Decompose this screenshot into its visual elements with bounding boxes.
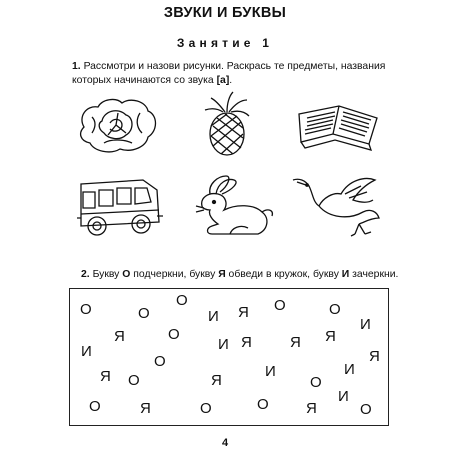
letter[interactable]: О (176, 292, 188, 309)
page-title: ЗВУКИ И БУКВЫ (163, 5, 287, 21)
task-2-text-2: подчеркни, букву (130, 269, 219, 280)
task-1-sound: [а] (216, 74, 230, 86)
letter[interactable]: И (218, 336, 229, 353)
task-1-instruction (72, 60, 402, 87)
letter[interactable]: О (154, 353, 166, 370)
page-number: 4 (221, 437, 229, 449)
task-2-text-3: обведи в кружок, букву (225, 269, 342, 280)
letter[interactable]: О (257, 396, 269, 413)
letter[interactable]: Я (114, 328, 125, 345)
letter[interactable]: О (138, 305, 150, 322)
lesson-heading: Занятие 1 (176, 36, 274, 50)
letter[interactable]: О (89, 398, 101, 415)
letter[interactable]: О (329, 301, 341, 318)
letters-box (69, 288, 389, 426)
task-1-period: . (229, 74, 233, 86)
letter[interactable]: И (265, 363, 276, 380)
letter[interactable]: О (310, 374, 322, 391)
letter[interactable]: И (360, 316, 371, 333)
letter[interactable]: И (208, 308, 219, 325)
hare-icon[interactable] (192, 172, 278, 238)
letter[interactable]: Я (238, 304, 249, 321)
letter[interactable]: Я (100, 368, 111, 385)
letter[interactable]: О (80, 301, 92, 318)
cabbage-icon[interactable] (74, 95, 160, 155)
letter[interactable]: Я (306, 400, 317, 417)
letter[interactable]: Я (369, 348, 380, 365)
letter[interactable]: Я (211, 372, 222, 389)
task-1-text: Рассмотри и назови рисунки. Раскрась те предметы, названия которых начинаются со звука (72, 61, 386, 86)
book-icon[interactable] (293, 98, 383, 154)
letter[interactable]: И (338, 388, 349, 405)
task-2-instruction (81, 268, 421, 282)
letter[interactable]: Я (290, 334, 301, 351)
letter[interactable]: О (360, 401, 372, 418)
letter[interactable]: О (274, 297, 286, 314)
letter[interactable]: О (200, 400, 212, 417)
task-2-letter-ya: Я (218, 269, 226, 280)
letter[interactable]: Я (325, 328, 336, 345)
task-2-number: 2. (81, 269, 90, 280)
letter[interactable]: И (344, 361, 355, 378)
letter[interactable]: О (128, 372, 140, 389)
letter[interactable]: И (81, 343, 92, 360)
bus-icon[interactable] (73, 174, 165, 240)
task-2-letter-i: И (341, 269, 350, 280)
letter[interactable]: Я (241, 334, 252, 351)
task-1-number: 1. (72, 61, 81, 72)
letter[interactable]: Я (140, 400, 151, 417)
pineapple-icon[interactable] (197, 90, 255, 158)
stork-icon[interactable] (289, 172, 385, 238)
task-2-letter-o: О (122, 269, 131, 280)
letter[interactable]: О (168, 326, 180, 343)
task-2-text-1: Букву (92, 269, 123, 280)
task-2-text-4: зачеркни. (349, 269, 399, 280)
